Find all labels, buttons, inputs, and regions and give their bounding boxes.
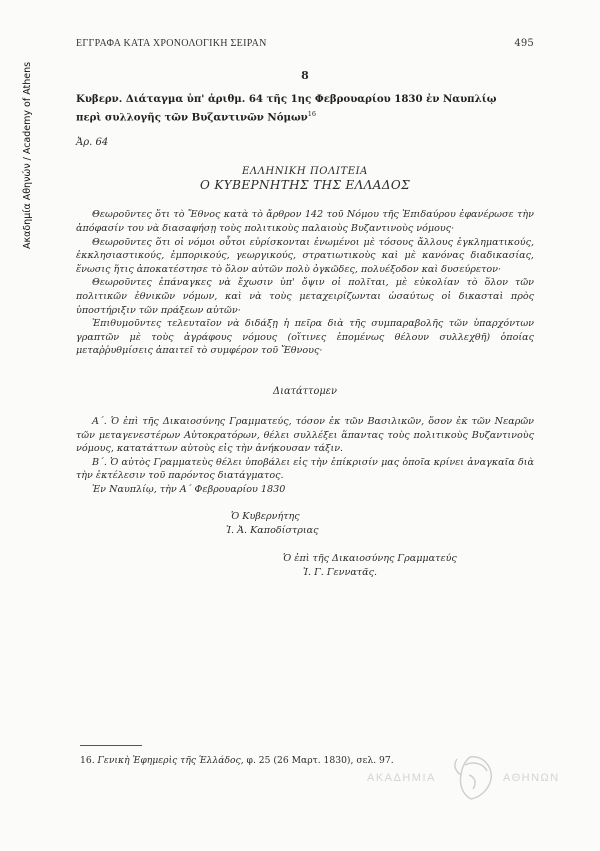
document-page [76,38,534,580]
signature-name: Ἰ. Ἀ. Καποδίστριας [226,525,319,537]
preamble-paragraph: Θεωροῦντες ὅτι οἱ νόμοι οὗτοι εὑρίσκονται ἐνωμένοι μὲ τόσους ἄλλους ἐγκληματικούς, ἐκκλησιαστικούς, ἐμπορικούς, γεωργικούς, στρατιωτικοὺς καὶ μὲ κανόνας διαδικασίας, ἕνωσις ἥτις ἀποκατέστησε τὸ ὅλον αὐτῶν πολὺ ὀγκῶδες, πολυέξοδον καὶ δυσεύρετον· [76,236,534,275]
preamble [76,208,534,358]
document-heading [76,92,534,125]
heading-line-1: Κυβερν. Διάταγμα ὑπ' ἀριθμ. 64 τῆς 1ης Φεβρουαρίου 1830 ἐν Ναυπλίῳ [76,93,497,105]
running-head [76,38,534,49]
reference-number: Ἀρ. 64 [76,137,109,149]
page-number: 495 [514,38,534,49]
footnote-rule [80,745,142,746]
footnote-details: , φ. 25 (26 Μαρτ. 1830), σελ. 97. [240,755,394,766]
state-title: ΕΛΛΗΝΙΚΗ ΠΟΛΙΤΕΙΑ [242,166,368,178]
preamble-paragraph: Θεωροῦντες ἐπάναγκες νὰ ἔχωσιν ὑπ' ὄψιν οἱ πολῖται, μὲ εὐκολίαν τὸ ὅλον τῶν πολιτικῶν ἐθνικῶν νόμων, καὶ νὰ τοὺς μεταχειρίζωνται ὡσαύτως οἱ δικασταὶ πρὸς ὑποστήριξιν τῶν πράξεων αὐτῶν· [76,277,534,316]
signature-governor [226,510,534,538]
article-a: Α΄. Ὁ ἐπὶ τῆς Δικαιοσύνης Γραμματεύς, τόσον ἐκ τῶν Βασιλικῶν, ὅσον ἐκ τῶν Νεαρῶν τῶν μεταγενεστέρων Αὐτοκρατόρων, θέλει συλλέξει ἅπαντας τοὺς πολιτικοὺς Βυζαντινοὺς νόμους, κατατάττων αὐτοὺς εἰς τὴν ἀνήκουσαν τάξιν. [76,415,534,455]
signature-secretary [283,552,534,580]
footnote [80,755,394,766]
signature-name: Ἰ. Γ. Γεννατᾶς. [303,567,378,579]
place-date: Ἐν Ναυπλίῳ, τὴν Α΄ Φεβρουαρίου 1830 [92,483,286,495]
governor-title: Ο ΚΥΒΕΡΝΗΤΗΣ ΤΗΣ ΕΛΛΑΔΟΣ [199,178,411,193]
decree-heading: Διατάττομεν [273,385,337,397]
footnote-source: Γενικὴ Ἐφημερὶς τῆς Ἑλλάδος [97,755,241,766]
signature-role: Ὁ ἐπὶ τῆς Δικαιοσύνης Γραμματεύς [283,553,457,565]
preamble-paragraph: Ἐπιθυμοῦντες τελευταῖον νὰ διδάξῃ ἡ πεῖρα διὰ τῆς συμπαραβολῆς τῶν ὑπαρχόντων γραπτῶν μὲ τοὺς ἀγράφους νόμους (οἵτινες ἑπομένως θέλουν συλλεχθῆ) ὁποίας μεταῤῥυθμίσεις ἀπαιτεῖ τὸ συμφέρον τοῦ Ἔθνους· [76,318,534,357]
academy-watermark [365,745,575,805]
athena-head-icon [455,757,491,799]
heading-line-2: περὶ συλλογῆς τῶν Βυζαντινῶν Νόμων$^{16}$ [76,110,317,124]
running-head-title: ΕΓΓΡΑΦΑ ΚΑΤΑ ΧΡΟΝΟΛΟΓΙΚΗ ΣΕΙΡΑΝ [76,38,267,49]
signature-role: Ὁ Κυβερνήτης [231,511,300,523]
article-b: Β΄. Ὁ αὐτὸς Γραμματεὺς θέλει ὑποβάλει εἰς τὴν ἐπίκρισίν μας ὁποῖα κρίνει ἀναγκαῖα διὰ τὴν ἐκτέλεσιν τοῦ παρόντος διατάγματος. [76,456,534,482]
watermark-left: ΑΚΑΔΗΜΙΑ [367,772,436,784]
archive-stamp: Ακαδημία Αθηνών / Academy of Athens [22,61,33,249]
footnote-mark: 16 [307,110,317,118]
footnote-number: 16. [80,755,95,766]
preamble-paragraph: Θεωροῦντες ὅτι τὸ Ἔθνος κατὰ τὸ ἄρθρον 142 τοῦ Νόμου τῆς Ἐπιδαύρου ἐφανέρωσε τὴν ἀπόφασίν του νὰ διασαφήσῃ τοὺς πολιτικοὺς παλαιοὺς Βυζαντινοὺς νόμους· [76,209,534,234]
watermark-right: ΑΘΗΝΩΝ [503,772,560,784]
articles [76,415,534,497]
document-number: 8 [301,69,309,82]
